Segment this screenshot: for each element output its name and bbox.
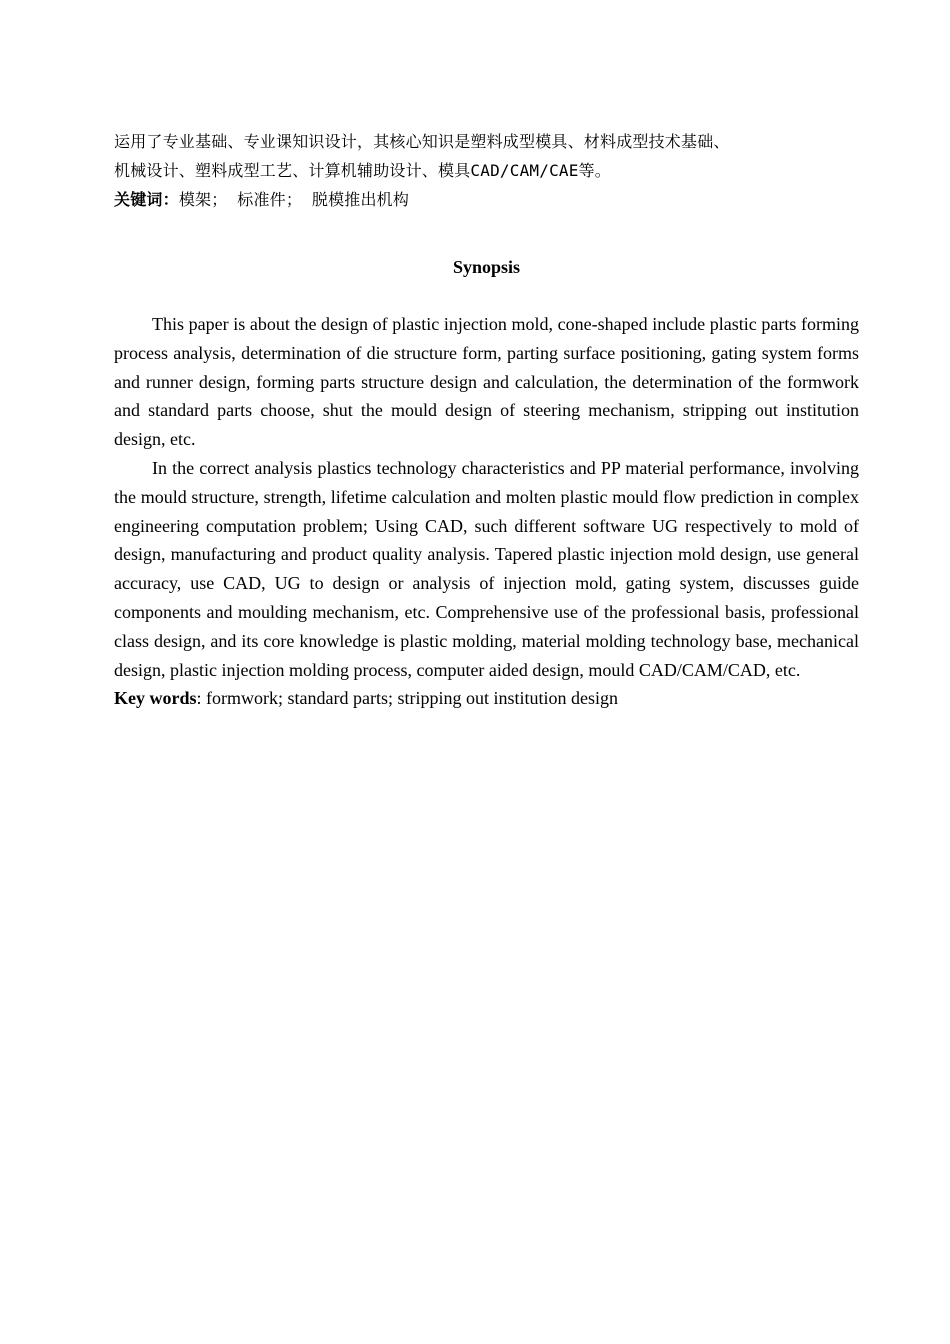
chinese-keywords-text: 模架； 标准件； 脱模推出机构 bbox=[178, 190, 410, 209]
english-keywords bbox=[114, 684, 859, 713]
english-keywords-text: : formwork; standard parts; stripping out institution design bbox=[196, 688, 618, 709]
chinese-keywords-label: 关键词 bbox=[114, 190, 163, 209]
chinese-abstract-line-1: 运用了专业基础、专业课知识设计，其核心知识是塑料成型模具、材料成型技术基础、 bbox=[114, 132, 730, 151]
english-paragraph-2: In the correct analysis plastics technology characteristics and PP material performance, involving the mould structure, strength, lifetime calculation and molten plastic mould flow prediction in complex engineering computation problem; Using CAD, such different software UG respectively to mold of design, manufacturing and product quality analysis. Tapered plastic injection mold design, use general accuracy, use CAD, UG to design or analysis of injection mold, gating system, discusses guide components and moulding mechanism, etc. Comprehensive use of the professional basis, professional class design, and its core knowledge is plastic molding, material molding technology base, mechanical design, plastic injection molding process, computer aided design, mould CAD/CAM/CAD, etc. bbox=[114, 457, 859, 680]
chinese-abstract-line-2: 机械设计、塑料成型工艺、计算机辅助设计、模具CAD/CAM/CAE等。 bbox=[114, 161, 611, 180]
document-page bbox=[114, 127, 859, 709]
english-abstract bbox=[114, 310, 859, 713]
english-paragraph-1: This paper is about the design of plastic injection mold, cone-shaped include plastic parts forming process analysis, determination of die structure form, parting surface positioning, gating system forms and runner design, forming parts structure design and calculation, the determination of the formwork and standard parts choose, shut the mould design of steering mechanism, stripping out institution design, etc. bbox=[114, 314, 859, 450]
english-keywords-label: Key words bbox=[114, 688, 197, 709]
chinese-keywords-separator: ： bbox=[162, 190, 179, 209]
synopsis-title: Synopsis bbox=[452, 257, 521, 277]
chinese-keywords bbox=[114, 185, 859, 214]
